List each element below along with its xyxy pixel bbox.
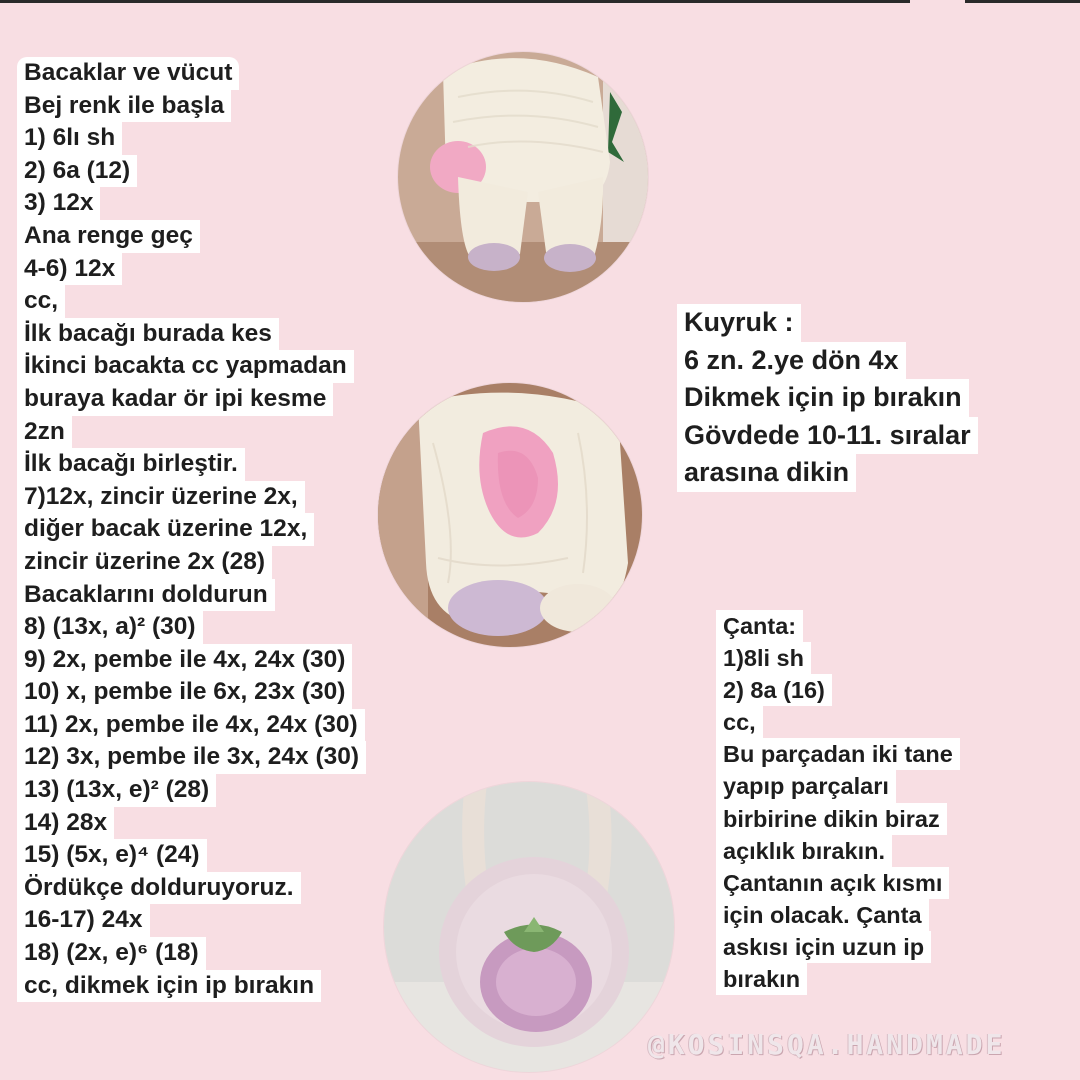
instruction-line: Ana renge geç [17,220,200,253]
instruction-line: 2) 6a (12) [17,155,137,188]
instruction-line: Bacaklarını doldurun [17,579,275,612]
instruction-line: 7)12x, zincir üzerine 2x, [17,481,305,514]
instruction-line: 2zn [17,416,72,449]
instruction-line: Gövdede 10-11. sıralar [677,417,978,455]
instruction-line: yapıp parçaları [716,770,896,802]
instruction-line: 1) 6lı sh [17,122,122,155]
instruction-line: diğer bacak üzerine 12x, [17,513,314,546]
instruction-line: askısı için uzun ip [716,931,931,963]
top-border-line [0,0,910,3]
instruction-line: İlk bacağı birleştir. [17,448,245,481]
instruction-line: buraya kadar ör ipi kesme [17,383,333,416]
instruction-line: 10) x, pembe ile 6x, 23x (30) [17,676,352,709]
bag-title: Çanta: [716,610,803,642]
instruction-line: 14) 28x [17,807,114,840]
instruction-line: 18) (2x, e)⁶ (18) [17,937,206,970]
bag-photo [384,782,674,1072]
instruction-line: İkinci bacakta cc yapmadan [17,350,354,383]
instruction-line: için olacak. Çanta [716,899,929,931]
legs-photo [398,52,648,302]
body-instructions [17,57,366,1002]
instruction-line: 3) 12x [17,187,100,220]
instruction-line: 12) 3x, pembe ile 3x, 24x (30) [17,741,366,774]
instruction-line: 9) 2x, pembe ile 4x, 24x (30) [17,644,352,677]
instruction-line: Ördükçe dolduruyoruz. [17,872,301,905]
instruction-line: Dikmek için ip bırakın [677,379,969,417]
instruction-line: İlk bacağı burada kes [17,318,279,351]
instruction-line: 16-17) 24x [17,904,150,937]
instruction-line: cc, dikmek için ip bırakın [17,970,321,1003]
instruction-line: 1)8li sh [716,642,811,674]
instruction-line: 2) 8a (16) [716,674,832,706]
tail-instructions [677,304,978,492]
instruction-line: bırakın [716,963,807,995]
instruction-line: açıklık bırakın. [716,835,892,867]
instruction-line: cc, [716,706,763,738]
instruction-line: cc, [17,285,65,318]
instruction-line: 11) 2x, pembe ile 4x, 24x (30) [17,709,365,742]
instruction-line: 6 zn. 2.ye dön 4x [677,342,906,380]
instruction-line: 13) (13x, e)² (28) [17,774,216,807]
instruction-line: Bacaklar ve vücut [17,57,239,90]
instruction-line: arasına dikin [677,454,856,492]
instruction-line: Çantanın açık kısmı [716,867,949,899]
instruction-line: 8) (13x, a)² (30) [17,611,203,644]
instruction-line: 15) (5x, e)⁴ (24) [17,839,207,872]
tail-title: Kuyruk : [677,304,801,342]
instruction-line: birbirine dikin biraz [716,803,947,835]
instruction-line: Bu parçadan iki tane [716,738,960,770]
watermark-handle: @KOSINSQA.HANDMADE [648,1028,1006,1061]
bag-instructions [716,610,960,995]
top-border-line-right [965,0,1080,3]
instruction-line: 4-6) 12x [17,253,122,286]
instruction-line: Bej renk ile başla [17,90,231,123]
instruction-line: zincir üzerine 2x (28) [17,546,272,579]
tail-photo [378,383,642,647]
